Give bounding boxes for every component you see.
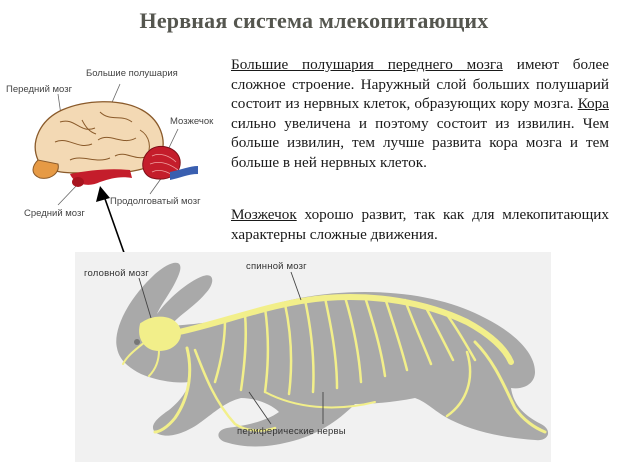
term-hemispheres: Большие полушария переднего мозга xyxy=(231,56,503,73)
label-rabbit-brain: головной мозг xyxy=(84,268,149,279)
paragraph-cerebellum xyxy=(231,205,609,244)
label-forebrain: Передний мозг xyxy=(6,84,73,95)
paragraph-hemispheres xyxy=(231,55,609,173)
page-title: Нервная система млекопитающих xyxy=(139,8,489,33)
label-cerebellum: Мозжечок xyxy=(170,116,214,127)
term-cerebellum: Мозжечок xyxy=(231,206,297,223)
label-hemispheres: Большие полушария xyxy=(86,68,178,79)
text-hemispheres-2: сильно увеличена и поэтому состоит из извилин. Чем больше извилин, тем лучше развита кора мозга и тем больше в ней нервных клеток. xyxy=(231,114,609,171)
term-cortex: Кора xyxy=(577,95,609,113)
rabbit-brain xyxy=(140,318,180,350)
text-hemispheres-1: имеют более сложное строение. Наружный слой больших полушарий состоит из нервных клеток, образующих кору мозга. xyxy=(231,56,609,113)
label-spinal-cord: спинной мозг xyxy=(246,261,307,272)
label-midbrain: Средний мозг xyxy=(24,208,85,219)
label-medulla: Продолговатый мозг xyxy=(110,196,201,207)
text-cerebellum: хорошо развит, так как для млекопитающих характерны сложные движения. xyxy=(231,206,609,243)
label-peripheral-nerves: периферические нервы xyxy=(237,426,346,437)
